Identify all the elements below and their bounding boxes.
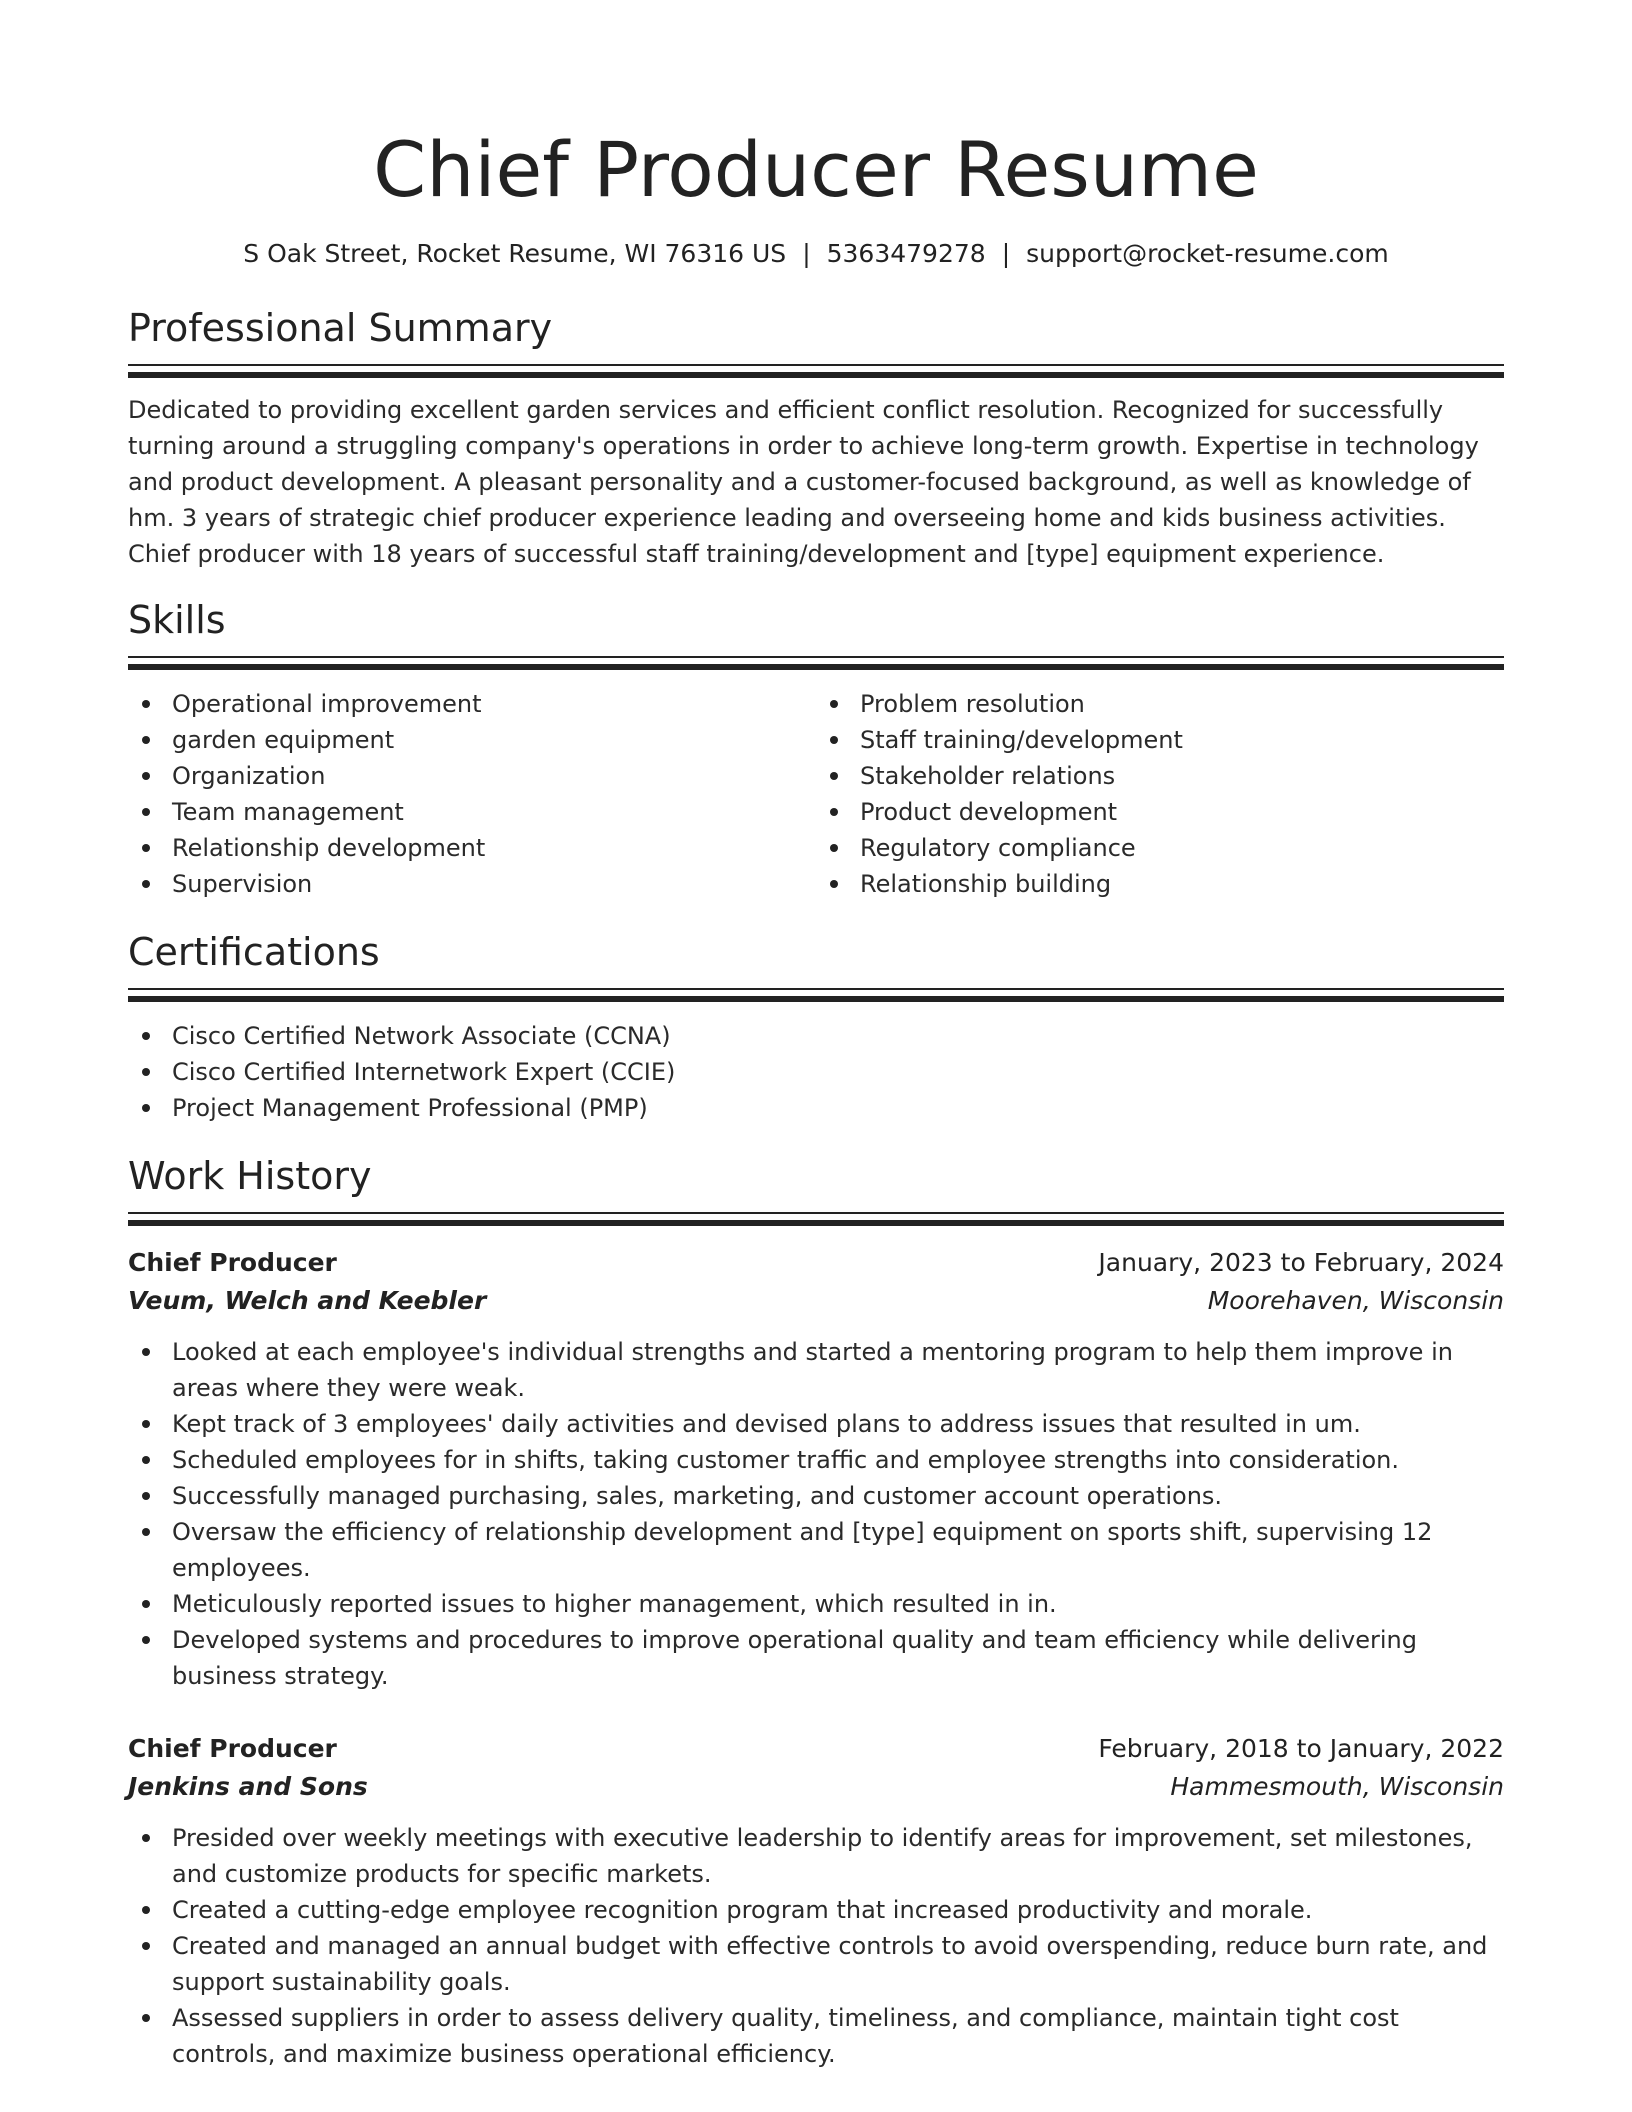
section-divider (128, 364, 1504, 366)
job-header-row (128, 1244, 1504, 1282)
skill-item: Organization (172, 758, 816, 794)
skills-list-right (816, 686, 1504, 902)
job-bullet: Developed systems and procedures to improve operational quality and team efficiency while delivering business strategy. (172, 1622, 1504, 1694)
section-heading-certifications: Certifications (128, 930, 380, 974)
job-bullet: Created a cutting-edge employee recognition program that increased productivity and morale. (172, 1892, 1504, 1928)
section-heading-work-history: Work History (128, 1154, 372, 1198)
contact-phone: 5363479278 (826, 239, 986, 268)
contact-email: support@rocket-resume.com (1026, 239, 1389, 268)
contact-address: S Oak Street, Rocket Resume, WI 76316 US (243, 239, 787, 268)
job-dates: January, 2023 to February, 2024 (1098, 1248, 1504, 1277)
job-location: Moorehaven, Wisconsin (1207, 1286, 1504, 1315)
skills-list-left (128, 686, 816, 902)
job-bullet: Oversaw the efficiency of relationship development and [type] equipment on sports shift, supervising 12 employees. (172, 1514, 1504, 1586)
job-bullet: Successfully managed purchasing, sales, marketing, and customer account operations. (172, 1478, 1504, 1514)
certifications-list (128, 1018, 1504, 1126)
contact-separator: | (1001, 239, 1011, 268)
certification-item: Project Management Professional (PMP) (172, 1090, 1504, 1126)
job-location: Hammesmouth, Wisconsin (1170, 1772, 1504, 1801)
job-bullets (128, 1334, 1504, 1694)
job-bullet: Created and managed an annual budget with effective controls to avoid overspending, reduce burn rate, and support sustainability goals. (172, 1928, 1504, 2000)
skill-item: Operational improvement (172, 686, 816, 722)
job-entry (128, 1730, 1504, 2072)
section-heading-summary: Professional Summary (128, 306, 553, 350)
section-divider-thick (128, 1220, 1504, 1226)
job-dates: February, 2018 to January, 2022 (1098, 1734, 1504, 1763)
section-heading-skills: Skills (128, 598, 226, 642)
summary-section (128, 304, 1504, 572)
job-title: Chief Producer (128, 1734, 337, 1763)
job-bullet: Presided over weekly meetings with executive leadership to identify areas for improvement, set milestones, and customize products for specific markets. (172, 1820, 1504, 1892)
certifications-section (128, 928, 1504, 1126)
job-bullet: Scheduled employees for in shifts, taking customer traffic and employee strengths into consideration. (172, 1442, 1504, 1478)
contact-separator: | (802, 239, 811, 268)
resume-page (128, 0, 1504, 2072)
job-subheader-row (128, 1282, 1504, 1320)
skill-item: Regulatory compliance (860, 830, 1504, 866)
skill-item: Product development (860, 794, 1504, 830)
work-history-section (128, 1152, 1504, 2072)
job-header-row (128, 1730, 1504, 1768)
job-bullet: Kept track of 3 employees' daily activities and devised plans to address issues that resulted in um. (172, 1406, 1504, 1442)
certification-item: Cisco Certified Internetwork Expert (CCIE) (172, 1054, 1504, 1090)
skill-item: Stakeholder relations (860, 758, 1504, 794)
job-bullet: Assessed suppliers in order to assess delivery quality, timeliness, and compliance, maintain tight cost controls, and maximize business operational efficiency. (172, 2000, 1504, 2072)
job-bullets (128, 1820, 1504, 2072)
job-company: Jenkins and Sons (128, 1772, 368, 1801)
summary-text: Dedicated to providing excellent garden services and efficient conflict resolution. Recognized for successfully turning around a struggling company's operations in order to achieve long-term growth. Expertise in technology and product development. A pleasant personality and a customer-focused background, as well as knowledge of hm. 3 years of strategic chief producer experience leading and overseeing home and kids business activities. Chief producer with 18 years of successful staff training/development and [type] equipment experience. (128, 396, 1479, 568)
section-divider (128, 988, 1504, 990)
skill-item: garden equipment (172, 722, 816, 758)
job-title: Chief Producer (128, 1248, 337, 1277)
section-divider (128, 1212, 1504, 1214)
skill-item: Relationship building (860, 866, 1504, 902)
section-divider (128, 656, 1504, 658)
job-bullet: Meticulously reported issues to higher management, which resulted in in. (172, 1586, 1504, 1622)
section-divider-thick (128, 664, 1504, 670)
certification-item: Cisco Certified Network Associate (CCNA) (172, 1018, 1504, 1054)
job-entry (128, 1244, 1504, 1694)
skill-item: Supervision (172, 866, 816, 902)
skills-section (128, 596, 1504, 902)
resume-title: Chief Producer Resume (373, 125, 1259, 214)
skill-item: Team management (172, 794, 816, 830)
skills-columns (128, 686, 1504, 902)
job-subheader-row (128, 1768, 1504, 1806)
section-divider-thick (128, 996, 1504, 1002)
section-divider-thick (128, 372, 1504, 378)
job-company: Veum, Welch and Keebler (128, 1286, 487, 1315)
contact-line (128, 238, 1504, 270)
skill-item: Problem resolution (860, 686, 1504, 722)
skill-item: Staff training/development (860, 722, 1504, 758)
skill-item: Relationship development (172, 830, 816, 866)
job-bullet: Looked at each employee's individual strengths and started a mentoring program to help them improve in areas where they were weak. (172, 1334, 1504, 1406)
